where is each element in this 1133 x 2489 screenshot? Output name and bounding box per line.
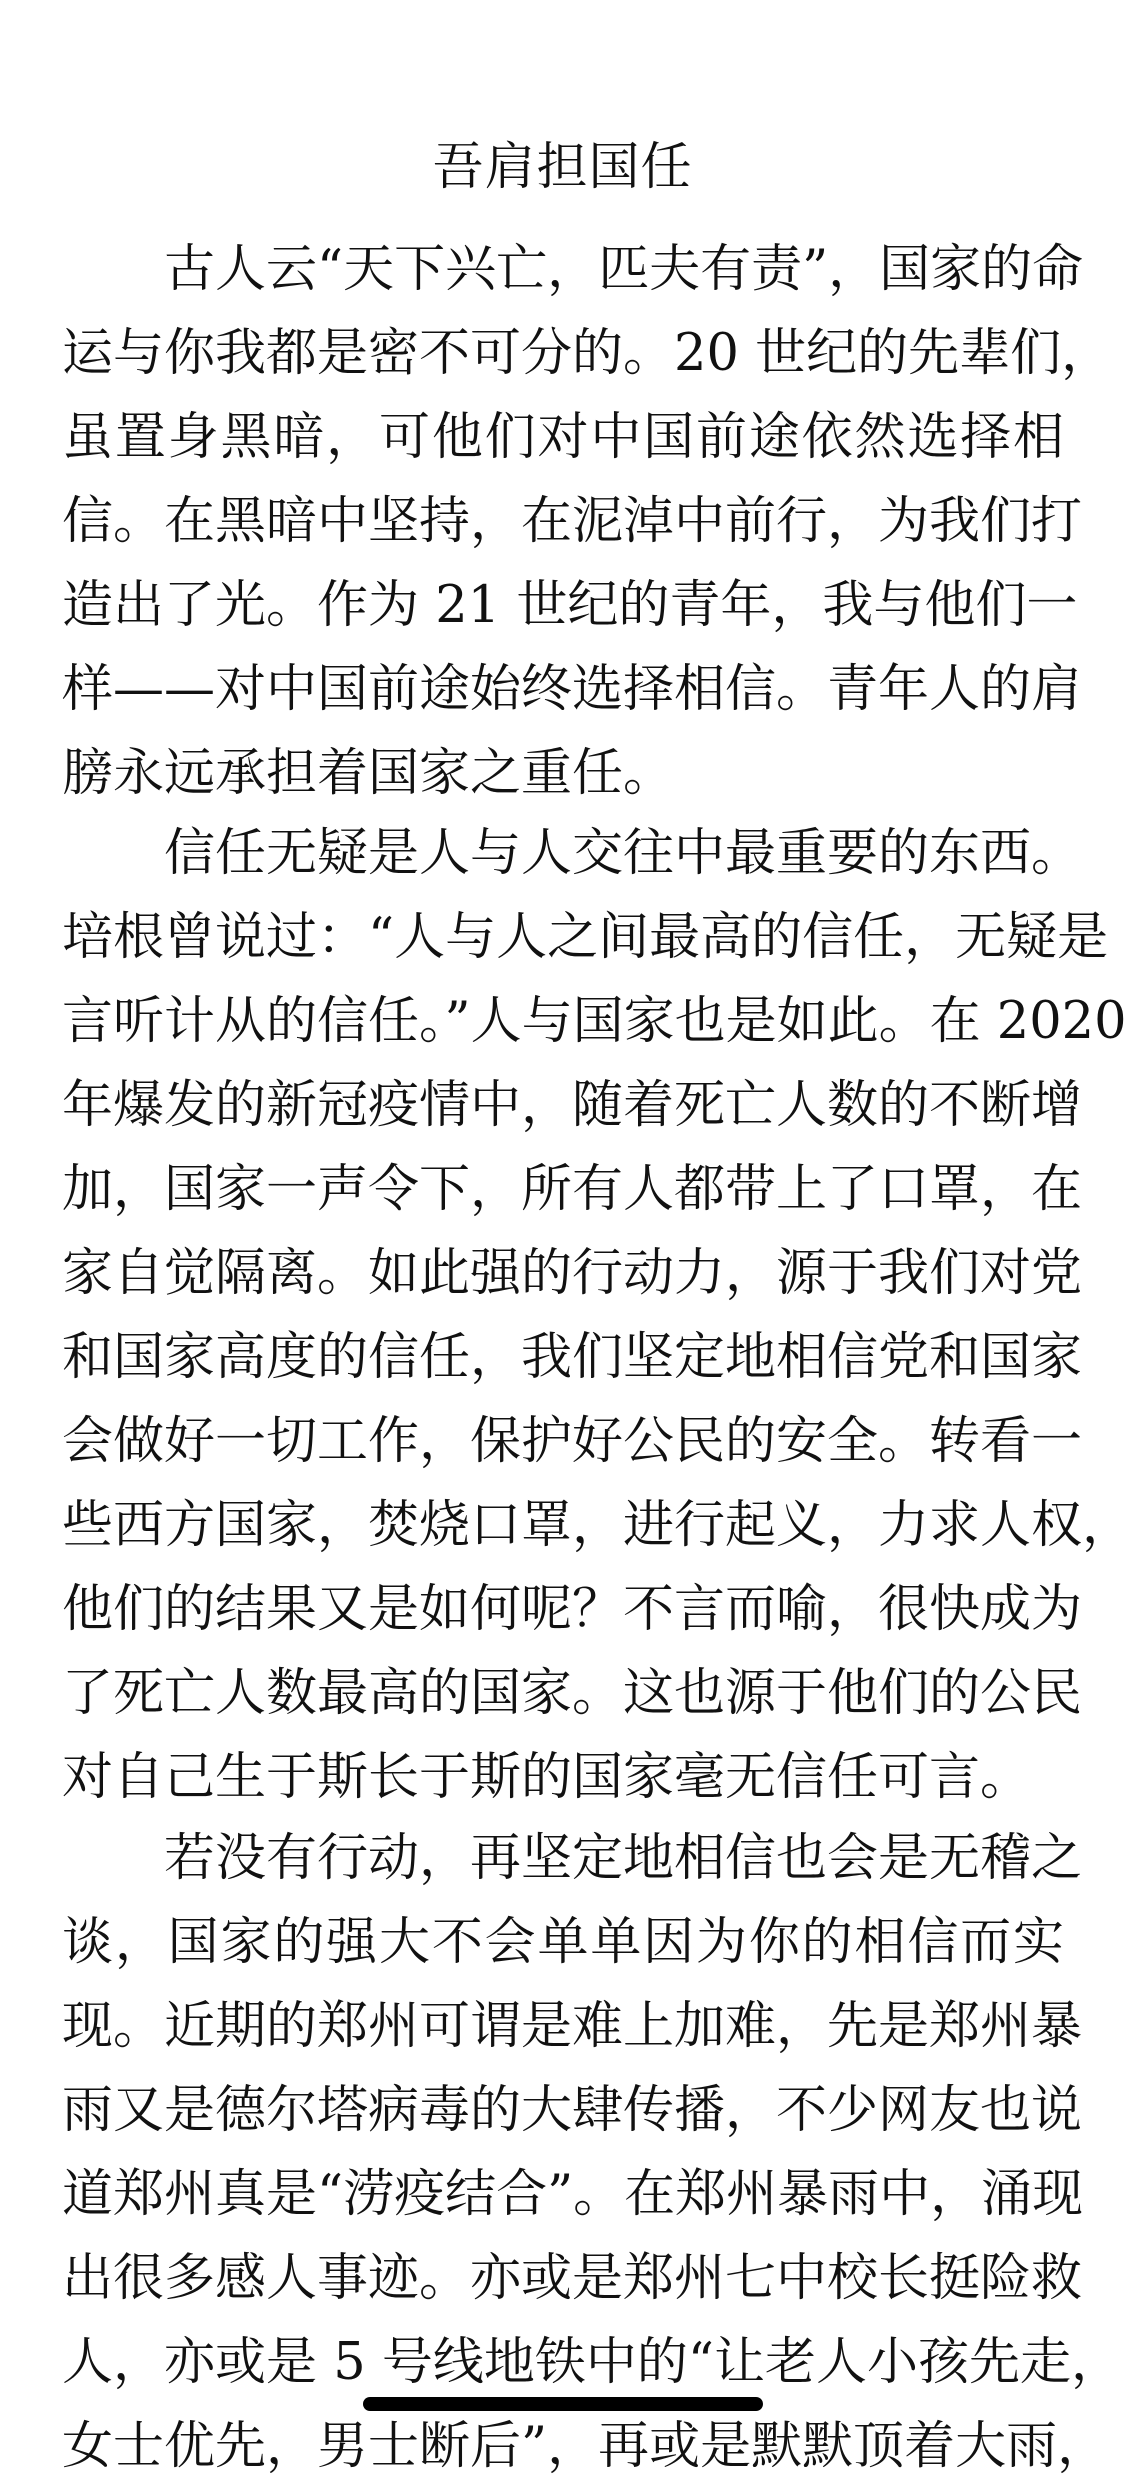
text-line: 造出了光。作为 21 世纪的青年，我与他们一 <box>62 576 1078 635</box>
text-line: 膀永远承担着国家之重任。 <box>62 744 675 803</box>
text-line: 了死亡人数最高的国家。这也源于他们的公民 <box>62 1664 1083 1723</box>
text-line: 他们的结果又是如何呢？不言而喻，很快成为 <box>62 1580 1083 1639</box>
text-line: 运与你我都是密不可分的。20 世纪的先辈们， <box>62 324 1113 383</box>
text-line: 信任无疑是人与人交往中最重要的东西。 <box>164 824 1083 883</box>
text-line: 虽置身黑暗，可他们对中国前途依然选择相 <box>62 408 1064 467</box>
text-line: 信。在黑暗中坚持，在泥淖中前行，为我们打 <box>62 492 1083 551</box>
text-line: 对自己生于斯长于斯的国家毫无信任可言。 <box>62 1748 1032 1807</box>
text-line: 和国家高度的信任，我们坚定地相信党和国家 <box>62 1328 1083 1387</box>
text-line: 雨又是德尔塔病毒的大肆传播，不少网友也说 <box>62 2081 1083 2140</box>
text-line: 家自觉隔离。如此强的行动力，源于我们对党 <box>62 1244 1083 1303</box>
text-line: 培根曾说过：“人与人之间最高的信任，无疑是 <box>62 908 1109 967</box>
text-line: 言听计从的信任。”人与国家也是如此。在 2020 <box>62 992 1127 1051</box>
text-line: 女士优先，男士断后”，再或是默默顶着大雨， <box>62 2417 1109 2476</box>
text-line: 年爆发的新冠疫情中，随着死亡人数的不断增 <box>62 1076 1083 1135</box>
text-line: 些西方国家，焚烧口罩，进行起义，力求人权， <box>62 1496 1133 1555</box>
text-line: 若没有行动，再坚定地相信也会是无稽之 <box>164 1829 1083 1888</box>
text-line: 会做好一切工作，保护好公民的安全。转看一 <box>62 1412 1083 1471</box>
text-line: 道郑州真是“涝疫结合”。在郑州暴雨中，涌现 <box>62 2165 1084 2224</box>
text-line: 谈，国家的强大不会单单因为你的相信而实 <box>62 1913 1064 1972</box>
text-line: 人，亦或是 5 号线地铁中的“让老人小孩先走， <box>62 2333 1122 2392</box>
text-line: 出很多感人事迹。亦或是郑州七中校长挺险救 <box>62 2249 1083 2308</box>
text-line: 现。近期的郑州可谓是难上加难，先是郑州暴 <box>62 1997 1083 2056</box>
text-line: 样——对中国前途始终选择相信。青年人的肩 <box>62 660 1083 719</box>
home-indicator[interactable] <box>363 2397 763 2411</box>
document-title: 吾肩担国任 <box>432 138 693 197</box>
text-line: 古人云“天下兴亡，匹夫有责”，国家的命 <box>164 240 1084 299</box>
text-line: 加，国家一声令下，所有人都带上了口罩，在 <box>62 1160 1083 1219</box>
